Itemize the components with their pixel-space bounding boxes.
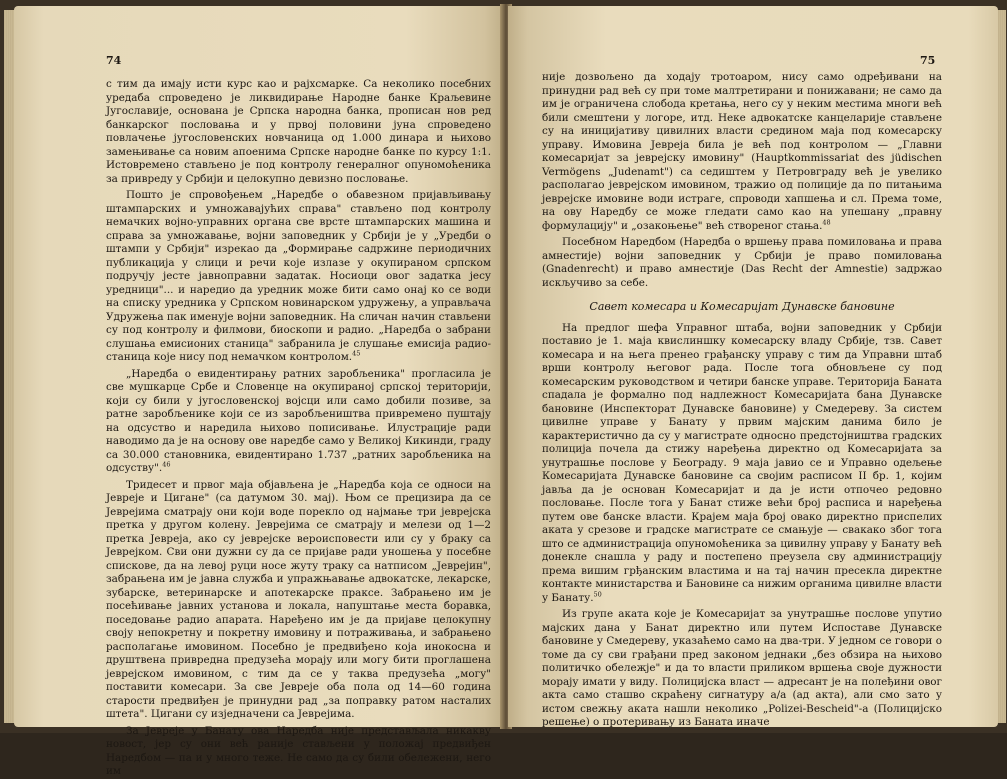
paragraph: с тим да имају исти курс као и рајхсмарке. Са неколико посебних уредаба спроведено је ликвидирање Народне банке Краљевине Југославије, основана је Српска народна банка, прописан нов ред банкарског пословања и у првој половини јуна спроведено повлачење југословенских новчаница од 1.000 динара и њихово замењивање са новим апоенима Српске народне банке по курсу 1:1. Истовремено стављено је под контролу генералног опуномоћеника за привреду у Србији и целокупно девизно пословање. [106, 78, 491, 185]
paragraph: За Јевреје у Банату ова Наредба није представљала никакву новост, јер су они већ раније стављени у положај предвиђен Наредбом — па и у много теже. Не само да су били обележени, него им [106, 724, 491, 777]
footnote-marker: 46 [162, 460, 171, 469]
paragraph: „Наредба о евидентирању ратних заробљеника" прогласила је све мушкарце Србе и Словенце на окупираној српској територији, који су били у југословенској војсци или само добили позиве, за ратне заробљенике који се из заробљеништва привремено пуштају на одсуство и наредила њихово пописивање. Илустрације ради наводимо да је на основу ове наредбе само у Великој Кикинди, граду са 30.000 становника, евидентирано 1.737 „ратних заробљеника на одсуству".$^{46}$ [106, 367, 491, 474]
footnote-marker: 48 [822, 218, 831, 227]
page-number: 75 [920, 54, 936, 67]
page-number: 74 [106, 54, 122, 67]
paragraph: Пошто је спровођењем „Наредбе о обавезном пријављивању штампарских и умножавајућих справа" стављено под контролу немачких војно-управних органа све врсте штампарских машина и справа за умножавање, војни заповедник у Србији је у „Уредби о штампи у Србији" изрекао да „Формирање садржине периодичних публикација у слици и речи које излазе у окупираном српском подручју јесте јавноправни задатак. Носиоци овог задатка јесу уредници"... и наредио да уредник може бити само онај ко се води на списку уредника у Српском новинарском удружењу, а управљача Удружења пак именује војни заповедник. На сличан начин стављени су под контролу и филмови, биоскопи и радио. „Наредба о забрани слушања емисионих станица" забранила је слушање емисија радио-станица које нису под немачком контролом.$^{45}$ [106, 189, 491, 363]
footnote-marker: 45 [352, 349, 361, 358]
left-page [14, 6, 504, 777]
right-page [508, 6, 998, 727]
paragraph: Тридесет и првог маја објављена је „Наредба која се односи на Јевреје и Цигане" (са датумом 30. мај). Њом се прецизира да се Јеврејима сматрају они који воде порекло од најмање три јеврејска претка у другом колену. Јеврејима се сматрају и мелези од 1—2 претка Јевреја, ако су јеврејске вероисповести или су у браку са Јеврејком. Сви они дужни су да се пријаве ради уношења у посебне спискове, да на левој руци носе жуту траку са натписом „Јеврејин", забрањена им је јавна служба и упражњавање адвокатске, лекарске, зубарске, ветеринарске и апотекарске праксе. Забрањено им је посећивање јавних установа и локала, напуштање места боравка, поседовање радио апарата. Наређено им је да пријаве целокупну своју непокретну и покретну имовину и потраживања, и забрањено располагање имовином. Посебно је предвиђено која инокосна и друштвена привредна предузећа морају или могу бити проглашена јеврејском имовином, с тим да се у таква предузећа „могу" поставити комесари. За све Јевреје оба пола од 14—60 година старости предвиђен је принудни рад „за поправку ратом насталих штета". Цигани су изједначени са Јеврејима. [106, 478, 491, 720]
paragraph: На предлог шефа Управног штаба, војни заповедник у Србији поставио је 1. маја квислиншку комесарску владу Србије, тзв. Савет комесара и на њега пренео грађанску управу с тим да Управни штаб врши контролу његовог рада. После тога обновљене су под комесарским руководством и четири банске управе. Територија Баната спадала је формално под надлежност Комесаријата бана Дунавске бановине (Инспекторат Дунавске бановине) у Смедереву. За систем цивилне управе у Банату у првим мајским данима било је карактеристично да су у магистрате односно предстојништва градских полиција почела да стижу наређења директно од Комесаријата за унутрашње послове у Београду. 9 маја јавио се и Управно одељење Комесаријата Дунавске бановине са својим расписом II бр. 1, којим јавља да је основан Комесаријат и да је исти отпочео редовно пословање. После тога у Банат стиже већи број расписа и наређења путем ове банске власти. Крајем маја број овако директно приспелих аката у срезове и градске магистрате се смањује — свакако због тога што се администрација опуномоћеника за цивилну управу у Банату већ донекле снашла у раду и постепено преузела сву администрацију према вишим грђанским властима и на тај начин пресекла директне контакте министарства и Бановине са нижим органима цивилне власти у Банату.$^{50}$ [542, 321, 942, 604]
section-heading: Савет комесара и Комесаријат Дунавске бановине [589, 300, 895, 313]
paragraph: Посебном Наредбом (Наредба о вршењу права помиловања и права амнестије) војни заповедник у Србији је право помиловања (Gnadenrecht) и право амнестије (Das Recht der Amnestie) задржао искључиво за себе. [542, 236, 942, 289]
paragraph: није дозвољено да ходају тротоаром, нису само одређивани на принудни рад већ су при томе малтретирани и понижавани; не само да им је ограничена слобода кретања, него су у неким местима многи већ били смештени у логоре, итд. Неке адвокатске канцеларије стављене су на иницијативу цивилних власти средином маја под комесарску управу. Имовина Јевреја била је већ под контролом — „Главни комесаријат за јеврејску имовину" (Hauptkommissariat des jüdischen Vermögens „Judenamt") са седиштем у Петровграду већ је увелико располагао јеврејском имовином, тражио од полиције да по питањима јеврејске имовине води истраге, спроводи хапшења и сл. Према томе, на ову Наредбу се може гледати само као на упешану „правну формулацију" и „озакоњење" већ створеног стања.$^{48}$ [542, 71, 942, 232]
footnote-marker: 50 [593, 590, 602, 599]
paragraph: Из групе аката које је Комесаријат за унутрашње послове упутио мајских дана у Банат директно или путем Испоставе Дунавске бановине у Смедереву, указаћемо само на два-три. У једном се говори о томе да су сви грађани пред законом једнаки „без обзира на њихово политичко обележје" и да то власти приликом вршења своје дужности морају имати у виду. Полицијска власт — адресант је на полеђини овог акта само сташво скраћену сигнатуру а/а (ад акта), али смо зато у истом свежњу аката нашли неколико „Polizei-Bescheid"-а (Полицијско решење) о протеривању из Баната иначе [542, 608, 942, 728]
right-page-text [542, 71, 942, 730]
left-page-text [106, 78, 491, 779]
